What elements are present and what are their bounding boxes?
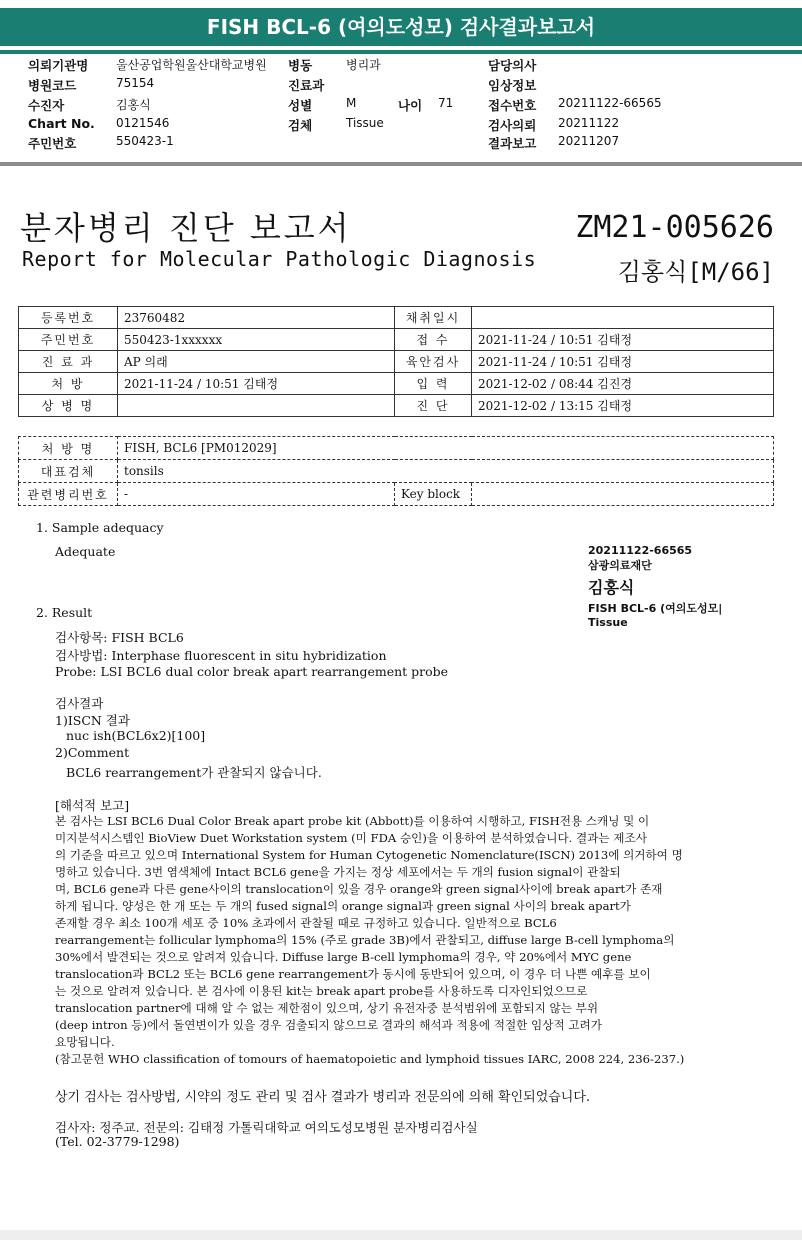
table-value: - bbox=[118, 483, 395, 506]
table-label: Key block bbox=[395, 483, 472, 506]
prescription-table bbox=[18, 436, 774, 506]
table-value: AP 의래 bbox=[118, 351, 395, 373]
hdr-label-institution: 의뢰기관명 bbox=[28, 58, 89, 73]
interp-line: translocation과 BCL2 또는 BCL6 gene rearrangement가 동시에 동반되어 있으며, 이 경우 더 나쁜 예후를 보이 bbox=[55, 967, 651, 981]
stamp-patient: 김홍식 bbox=[588, 578, 635, 597]
comment-value: BCL6 rearrangement가 관찰되지 않습니다. bbox=[66, 765, 322, 780]
hdr-label-specimen: 검체 bbox=[288, 118, 313, 133]
stamp-test: FISH BCL-6 (여의도성모| bbox=[588, 602, 723, 615]
interpretation-heading: [해석적 보고] bbox=[55, 798, 130, 813]
interp-line: 본 검사는 LSI BCL6 Dual Color Break apart probe kit (Abbott)를 이용하여 시행하고, FISH전용 스캐닝 및 이 bbox=[55, 814, 650, 828]
hdr-label-resident-no: 주민번호 bbox=[28, 136, 77, 151]
section-divider bbox=[0, 162, 802, 166]
result-heading: 2. Result bbox=[36, 605, 93, 620]
test-method: 검사방법: Interphase fluorescent in situ hybridization bbox=[55, 648, 387, 663]
interpretation-text bbox=[55, 813, 765, 1068]
report-title-english: Report for Molecular Pathologic Diagnosis bbox=[22, 247, 537, 271]
iscn-value: nuc ish(BCL6x2)[100] bbox=[66, 728, 206, 743]
test-probe: Probe: LSI BCL6 dual color break apart rearrangement probe bbox=[55, 664, 449, 679]
table-label: 육안검사 bbox=[395, 351, 472, 373]
table-label: 진 료 과 bbox=[19, 351, 118, 373]
hdr-value-patient: 김홍식 bbox=[116, 98, 151, 112]
hdr-label-request-date: 검사의뢰 bbox=[488, 118, 537, 133]
hdr-label-clinical-info: 임상정보 bbox=[488, 78, 537, 93]
hdr-label-chart-no: Chart No. bbox=[28, 116, 95, 131]
hdr-value-specimen: Tissue bbox=[346, 116, 384, 130]
signer-line: 검사자: 정주교. 전문의: 김태정 가톨릭대학교 여의도성모병원 분자병리검사실 bbox=[55, 1120, 478, 1135]
table-label: 상 병 명 bbox=[19, 395, 118, 417]
interp-line: 의 기준을 따르고 있으며 International System for Human Cytogenetic Nomenclature(ISCN) 2013에 의거하여 명 bbox=[55, 848, 683, 862]
specimen-label-stamp bbox=[588, 544, 722, 629]
interp-line: (deep intron 등)에서 돌연변이가 있을 경우 검출되지 않으므로 결과의 해석과 적용에 적절한 임상적 고려가 bbox=[55, 1018, 602, 1032]
report-title-bar bbox=[0, 8, 802, 46]
table-label: 주민번호 bbox=[19, 329, 118, 351]
test-item: 검사항목: FISH BCL6 bbox=[55, 630, 184, 645]
table-row bbox=[19, 395, 774, 417]
hdr-value-request-date: 20211122 bbox=[558, 116, 620, 130]
interp-line: 30%에서 발견되는 것으로 알려져 있습니다. Diffuse large B-cell lymphoma의 경우, 약 20%에서 MYC gene bbox=[55, 950, 632, 964]
table-value: tonsils bbox=[118, 460, 774, 483]
hdr-value-chart-no: 0121546 bbox=[116, 116, 170, 130]
hdr-value-hospital-code: 75154 bbox=[116, 76, 155, 90]
hdr-label-accession: 접수번호 bbox=[488, 98, 537, 113]
table-label: 대표검체 bbox=[19, 460, 118, 483]
table-value: 2021-11-24 / 10:51 김태정 bbox=[118, 373, 395, 395]
table-value: 2021-11-24 / 10:51 김태정 bbox=[472, 329, 774, 351]
page-bottom-strip bbox=[0, 1230, 802, 1240]
hdr-label-doctor: 담당의사 bbox=[488, 58, 537, 73]
table-row bbox=[19, 437, 774, 460]
patient-summary: 김홍식[M/66] bbox=[617, 258, 774, 286]
table-label: 진 단 bbox=[395, 395, 472, 417]
sample-adequacy-heading: 1. Sample adequacy bbox=[36, 520, 164, 535]
table-row bbox=[19, 351, 774, 373]
table-row bbox=[19, 307, 774, 329]
hdr-label-sex: 성별 bbox=[288, 98, 313, 113]
hdr-value-resident-no: 550423-1 bbox=[116, 134, 174, 148]
hdr-value-ward: 병리과 bbox=[346, 58, 381, 72]
confirmation-statement: 상기 검사는 검사방법, 시약의 정도 관리 및 검사 결과가 병리과 전문의에 의해 확인되었습니다. bbox=[55, 1090, 591, 1105]
table-value: 550423-1xxxxxx bbox=[118, 329, 395, 351]
table-value bbox=[118, 395, 395, 417]
table-value: 23760482 bbox=[118, 307, 395, 329]
interp-line: 요망됩니다. bbox=[55, 1035, 115, 1049]
hdr-label-patient: 수진자 bbox=[28, 98, 65, 113]
interp-line: 며, BCL6 gene과 다른 gene사이의 translocation이 있을 경우 orange와 green signal사이에 break apart가 존재 bbox=[55, 882, 663, 896]
table-label: 접 수 bbox=[395, 329, 472, 351]
table-value bbox=[472, 307, 774, 329]
table-value: 2021-11-24 / 10:51 김태정 bbox=[472, 351, 774, 373]
table-label: 채취일시 bbox=[395, 307, 472, 329]
telephone-line: (Tel. 02-3779-1298) bbox=[55, 1134, 180, 1149]
interp-line: 존재할 경우 최소 100개 세포 중 10% 초과에서 관찰될 때로 규정하고 있습니다. 일반적으로 BCL6 bbox=[55, 916, 557, 930]
table-row bbox=[19, 373, 774, 395]
header-rule bbox=[0, 50, 802, 54]
report-title-korean: 분자병리 진단 보고서 bbox=[20, 209, 352, 247]
hdr-value-institution: 울산공업학원울산대학교병원 bbox=[116, 58, 267, 72]
interp-line: 미지분석시스템인 BioView Duet Workstation system (미 FDA 승인)을 이용하여 분석하였습니다. 결과는 제조사 bbox=[55, 831, 647, 845]
table-value: FISH, BCL6 [PM012029] bbox=[118, 437, 774, 460]
table-value: 2021-12-02 / 13:15 김태정 bbox=[472, 395, 774, 417]
interp-line: translocation partner에 대해 알 수 없는 제한점이 있으며, 상기 유전자중 분석범위에 포함되지 않는 부위 bbox=[55, 1001, 599, 1015]
hdr-label-report-date: 결과보고 bbox=[488, 136, 537, 151]
table-row bbox=[19, 483, 774, 506]
table-label: 입 력 bbox=[395, 373, 472, 395]
stamp-specimen: Tissue bbox=[588, 616, 628, 629]
stamp-foundation: 삼광의료재단 bbox=[588, 559, 652, 572]
hdr-value-report-date: 20211207 bbox=[558, 134, 620, 148]
hdr-label-hospital-code: 병원코드 bbox=[28, 78, 77, 93]
table-row bbox=[19, 329, 774, 351]
hdr-label-ward: 병동 bbox=[288, 58, 313, 73]
hdr-value-sex: M bbox=[346, 96, 357, 110]
sample-adequacy-value: Adequate bbox=[55, 544, 116, 559]
case-number: ZM21-005626 bbox=[575, 210, 774, 245]
stamp-accession: 20211122-66565 bbox=[588, 544, 693, 557]
interp-line: (참고문헌 WHO classification of tomours of haematopoietic and lymphoid tissues IARC, 2008 224, 236-237.) bbox=[55, 1052, 685, 1066]
hdr-value-age: 71 bbox=[438, 96, 454, 110]
report-title: FISH BCL-6 (여의도성모) 검사결과보고서 bbox=[206, 15, 596, 39]
iscn-heading: 1)ISCN 결과 bbox=[55, 713, 130, 728]
table-value: 2021-12-02 / 08:44 김진경 bbox=[472, 373, 774, 395]
table-value bbox=[472, 483, 774, 506]
table-label: 처 방 명 bbox=[19, 437, 118, 460]
table-label: 처 방 bbox=[19, 373, 118, 395]
test-result-heading: 검사결과 bbox=[55, 696, 104, 711]
comment-heading: 2)Comment bbox=[55, 745, 130, 760]
hdr-label-department: 진료과 bbox=[288, 78, 325, 93]
table-label: 관련병리번호 bbox=[19, 483, 118, 506]
interp-line: 하게 됩니다. 양성은 한 개 또는 두 개의 fused signal의 orange signal과 green signal 사이의 break apart가 bbox=[55, 899, 631, 913]
interp-line: rearrangement는 follicular lymphoma의 15% (주로 grade 3B)에서 관찰되고, diffuse large B-cell lymphoma의 bbox=[55, 933, 675, 947]
interp-line: 명하고 있습니다. 3번 염색체에 Intact BCL6 gene을 가지는 정상 세포에서는 두 개의 fusion signal이 관찰되 bbox=[55, 865, 621, 879]
interp-line: 는 것으로 알려져 있습니다. 본 검사에 이용된 kit는 break apart probe를 사용하도록 디자인되었으므로 bbox=[55, 984, 588, 998]
hdr-label-age: 나이 bbox=[398, 98, 423, 113]
registration-table bbox=[18, 306, 774, 417]
hdr-value-accession: 20211122-66565 bbox=[558, 96, 662, 110]
table-label: 등록번호 bbox=[19, 307, 118, 329]
table-row bbox=[19, 460, 774, 483]
